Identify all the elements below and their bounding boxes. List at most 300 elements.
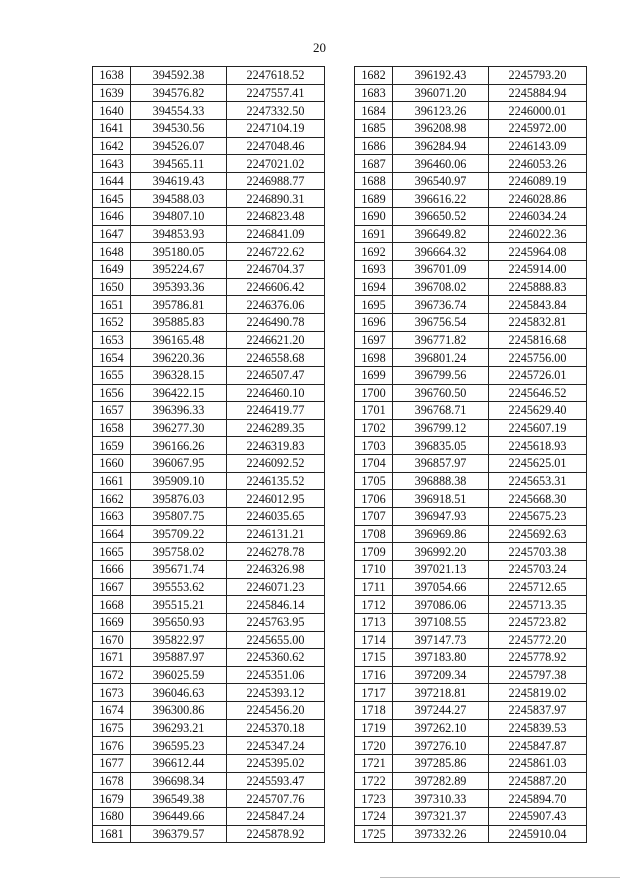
point-number-cell: 1678 [93, 772, 131, 790]
y-coordinate-cell: 2245668.30 [489, 490, 587, 508]
y-coordinate-cell: 2245887.20 [489, 772, 587, 790]
point-number-cell: 1657 [93, 402, 131, 420]
x-coordinate-cell: 396300.86 [131, 702, 227, 720]
table-row [355, 119, 587, 137]
table-row [93, 613, 325, 631]
y-coordinate-cell: 2246722.62 [227, 243, 325, 261]
point-number-cell: 1656 [93, 384, 131, 402]
y-coordinate-cell: 2246278.78 [227, 543, 325, 561]
point-number-cell: 1698 [355, 349, 393, 367]
table-row [93, 666, 325, 684]
x-coordinate-cell: 396277.30 [131, 419, 227, 437]
x-coordinate-cell: 396071.20 [393, 84, 489, 102]
page-number: 20 [313, 40, 326, 55]
table-row [93, 649, 325, 667]
x-coordinate-cell: 396649.82 [393, 225, 489, 243]
y-coordinate-cell: 2247618.52 [227, 67, 325, 85]
point-number-cell: 1677 [93, 754, 131, 772]
table-row [93, 455, 325, 473]
coordinates-table-body-right [355, 67, 587, 843]
point-number-cell: 1680 [93, 807, 131, 825]
point-number-cell: 1692 [355, 243, 393, 261]
point-number-cell: 1715 [355, 649, 393, 667]
point-number-cell: 1723 [355, 790, 393, 808]
point-number-cell: 1649 [93, 261, 131, 279]
y-coordinate-cell: 2246000.01 [489, 102, 587, 120]
y-coordinate-cell: 2246035.65 [227, 508, 325, 526]
point-number-cell: 1661 [93, 472, 131, 490]
table-row [93, 437, 325, 455]
point-number-cell: 1651 [93, 296, 131, 314]
table-row [355, 261, 587, 279]
y-coordinate-cell: 2245778.92 [489, 649, 587, 667]
point-number-cell: 1707 [355, 508, 393, 526]
point-number-cell: 1706 [355, 490, 393, 508]
point-number-cell: 1687 [355, 155, 393, 173]
y-coordinate-cell: 2247332.50 [227, 102, 325, 120]
point-number-cell: 1710 [355, 560, 393, 578]
x-coordinate-cell: 395393.36 [131, 278, 227, 296]
point-number-cell: 1711 [355, 578, 393, 596]
table-row [93, 172, 325, 190]
y-coordinate-cell: 2246890.31 [227, 190, 325, 208]
table-row [93, 490, 325, 508]
point-number-cell: 1699 [355, 366, 393, 384]
y-coordinate-cell: 2246704.37 [227, 261, 325, 279]
table-row [355, 366, 587, 384]
x-coordinate-cell: 396025.59 [131, 666, 227, 684]
y-coordinate-cell: 2245914.00 [489, 261, 587, 279]
x-coordinate-cell: 395553.62 [131, 578, 227, 596]
table-row [355, 702, 587, 720]
x-coordinate-cell: 396835.05 [393, 437, 489, 455]
y-coordinate-cell: 2246621.20 [227, 331, 325, 349]
y-coordinate-cell: 2245703.24 [489, 560, 587, 578]
x-coordinate-cell: 396595.23 [131, 737, 227, 755]
x-coordinate-cell: 395650.93 [131, 613, 227, 631]
table-row [355, 807, 587, 825]
x-coordinate-cell: 396616.22 [393, 190, 489, 208]
x-coordinate-cell: 397183.80 [393, 649, 489, 667]
table-row [355, 208, 587, 226]
table-row [355, 719, 587, 737]
point-number-cell: 1725 [355, 825, 393, 843]
table-row [93, 578, 325, 596]
point-number-cell: 1663 [93, 508, 131, 526]
table-row [93, 825, 325, 843]
table-row [355, 684, 587, 702]
table-row [93, 472, 325, 490]
table-row [93, 155, 325, 173]
x-coordinate-cell: 394853.93 [131, 225, 227, 243]
point-number-cell: 1669 [93, 613, 131, 631]
table-row [93, 137, 325, 155]
x-coordinate-cell: 394530.56 [131, 119, 227, 137]
table-row [355, 825, 587, 843]
point-number-cell: 1648 [93, 243, 131, 261]
x-coordinate-cell: 396612.44 [131, 754, 227, 772]
x-coordinate-cell: 395887.97 [131, 649, 227, 667]
x-coordinate-cell: 394592.38 [131, 67, 227, 85]
y-coordinate-cell: 2246289.35 [227, 419, 325, 437]
point-number-cell: 1709 [355, 543, 393, 561]
y-coordinate-cell: 2245713.35 [489, 596, 587, 614]
point-number-cell: 1689 [355, 190, 393, 208]
y-coordinate-cell: 2245607.19 [489, 419, 587, 437]
point-number-cell: 1721 [355, 754, 393, 772]
y-coordinate-cell: 2245884.94 [489, 84, 587, 102]
point-number-cell: 1665 [93, 543, 131, 561]
x-coordinate-cell: 396768.71 [393, 402, 489, 420]
table-row [355, 172, 587, 190]
point-number-cell: 1668 [93, 596, 131, 614]
x-coordinate-cell: 396166.26 [131, 437, 227, 455]
x-coordinate-cell: 396701.09 [393, 261, 489, 279]
x-coordinate-cell: 396760.50 [393, 384, 489, 402]
table-row [355, 296, 587, 314]
table-row [355, 508, 587, 526]
y-coordinate-cell: 2246034.24 [489, 208, 587, 226]
table-row [355, 543, 587, 561]
x-coordinate-cell: 396736.74 [393, 296, 489, 314]
table-row [93, 119, 325, 137]
point-number-cell: 1640 [93, 102, 131, 120]
table-row [355, 560, 587, 578]
table-row [93, 296, 325, 314]
y-coordinate-cell: 2245370.18 [227, 719, 325, 737]
table-row [355, 596, 587, 614]
x-coordinate-cell: 395515.21 [131, 596, 227, 614]
x-coordinate-cell: 396293.21 [131, 719, 227, 737]
y-coordinate-cell: 2247048.46 [227, 137, 325, 155]
table-row [355, 437, 587, 455]
y-coordinate-cell: 2245964.08 [489, 243, 587, 261]
y-coordinate-cell: 2245675.23 [489, 508, 587, 526]
table-row [93, 331, 325, 349]
x-coordinate-cell: 396284.94 [393, 137, 489, 155]
y-coordinate-cell: 2245894.70 [489, 790, 587, 808]
x-coordinate-cell: 396698.34 [131, 772, 227, 790]
y-coordinate-cell: 2246089.19 [489, 172, 587, 190]
x-coordinate-cell: 397285.86 [393, 754, 489, 772]
x-coordinate-cell: 394619.43 [131, 172, 227, 190]
y-coordinate-cell: 2246823.48 [227, 208, 325, 226]
table-row [355, 155, 587, 173]
x-coordinate-cell: 397262.10 [393, 719, 489, 737]
y-coordinate-cell: 2246135.52 [227, 472, 325, 490]
table-row [93, 684, 325, 702]
x-coordinate-cell: 396799.56 [393, 366, 489, 384]
point-number-cell: 1691 [355, 225, 393, 243]
point-number-cell: 1660 [93, 455, 131, 473]
y-coordinate-cell: 2245763.95 [227, 613, 325, 631]
table-row [355, 490, 587, 508]
point-number-cell: 1696 [355, 313, 393, 331]
table-row [355, 67, 587, 85]
point-number-cell: 1694 [355, 278, 393, 296]
point-number-cell: 1684 [355, 102, 393, 120]
table-row [93, 384, 325, 402]
y-coordinate-cell: 2245797.38 [489, 666, 587, 684]
x-coordinate-cell: 395671.74 [131, 560, 227, 578]
x-coordinate-cell: 396449.66 [131, 807, 227, 825]
y-coordinate-cell: 2245847.24 [227, 807, 325, 825]
x-coordinate-cell: 397108.55 [393, 613, 489, 631]
y-coordinate-cell: 2245846.14 [227, 596, 325, 614]
table-row [93, 807, 325, 825]
x-coordinate-cell: 397276.10 [393, 737, 489, 755]
y-coordinate-cell: 2247557.41 [227, 84, 325, 102]
point-number-cell: 1650 [93, 278, 131, 296]
table-row [355, 419, 587, 437]
x-coordinate-cell: 395709.22 [131, 525, 227, 543]
point-number-cell: 1716 [355, 666, 393, 684]
x-coordinate-cell: 396799.12 [393, 419, 489, 437]
y-coordinate-cell: 2245847.87 [489, 737, 587, 755]
table-row [355, 666, 587, 684]
point-number-cell: 1681 [93, 825, 131, 843]
y-coordinate-cell: 2245772.20 [489, 631, 587, 649]
point-number-cell: 1713 [355, 613, 393, 631]
table-row [93, 349, 325, 367]
y-coordinate-cell: 2246326.98 [227, 560, 325, 578]
y-coordinate-cell: 2246071.23 [227, 578, 325, 596]
point-number-cell: 1724 [355, 807, 393, 825]
table-row [355, 790, 587, 808]
x-coordinate-cell: 397209.34 [393, 666, 489, 684]
y-coordinate-cell: 2246028.86 [489, 190, 587, 208]
table-row [93, 402, 325, 420]
y-coordinate-cell: 2246376.06 [227, 296, 325, 314]
x-coordinate-cell: 395885.83 [131, 313, 227, 331]
point-number-cell: 1658 [93, 419, 131, 437]
point-number-cell: 1641 [93, 119, 131, 137]
table-row [355, 84, 587, 102]
x-coordinate-cell: 395758.02 [131, 543, 227, 561]
x-coordinate-cell: 396756.54 [393, 313, 489, 331]
table-row [355, 243, 587, 261]
x-coordinate-cell: 395180.05 [131, 243, 227, 261]
y-coordinate-cell: 2246419.77 [227, 402, 325, 420]
x-coordinate-cell: 395224.67 [131, 261, 227, 279]
x-coordinate-cell: 394554.33 [131, 102, 227, 120]
x-coordinate-cell: 396379.57 [131, 825, 227, 843]
y-coordinate-cell: 2247104.19 [227, 119, 325, 137]
table-row [355, 737, 587, 755]
y-coordinate-cell: 2246053.26 [489, 155, 587, 173]
coordinates-table-left [92, 66, 325, 843]
x-coordinate-cell: 396771.82 [393, 331, 489, 349]
y-coordinate-cell: 2245456.20 [227, 702, 325, 720]
table-row [93, 366, 325, 384]
x-coordinate-cell: 397021.13 [393, 560, 489, 578]
x-coordinate-cell: 394588.03 [131, 190, 227, 208]
x-coordinate-cell: 396969.86 [393, 525, 489, 543]
point-number-cell: 1638 [93, 67, 131, 85]
x-coordinate-cell: 396918.51 [393, 490, 489, 508]
table-row [93, 208, 325, 226]
point-number-cell: 1643 [93, 155, 131, 173]
y-coordinate-cell: 2246490.78 [227, 313, 325, 331]
x-coordinate-cell: 397086.06 [393, 596, 489, 614]
x-coordinate-cell: 394807.10 [131, 208, 227, 226]
x-coordinate-cell: 394565.11 [131, 155, 227, 173]
point-number-cell: 1653 [93, 331, 131, 349]
y-coordinate-cell: 2246606.42 [227, 278, 325, 296]
y-coordinate-cell: 2245793.20 [489, 67, 587, 85]
point-number-cell: 1676 [93, 737, 131, 755]
y-coordinate-cell: 2245703.38 [489, 543, 587, 561]
point-number-cell: 1722 [355, 772, 393, 790]
y-coordinate-cell: 2245843.84 [489, 296, 587, 314]
point-number-cell: 1718 [355, 702, 393, 720]
y-coordinate-cell: 2245726.01 [489, 366, 587, 384]
y-coordinate-cell: 2245756.00 [489, 349, 587, 367]
table-row [355, 772, 587, 790]
x-coordinate-cell: 396650.52 [393, 208, 489, 226]
coordinates-table-body-left [93, 67, 325, 843]
y-coordinate-cell: 2245653.31 [489, 472, 587, 490]
y-coordinate-cell: 2245972.00 [489, 119, 587, 137]
point-number-cell: 1673 [93, 684, 131, 702]
table-row [355, 190, 587, 208]
table-row [93, 772, 325, 790]
point-number-cell: 1688 [355, 172, 393, 190]
x-coordinate-cell: 396123.26 [393, 102, 489, 120]
point-number-cell: 1682 [355, 67, 393, 85]
point-number-cell: 1683 [355, 84, 393, 102]
table-row [93, 543, 325, 561]
point-number-cell: 1670 [93, 631, 131, 649]
x-coordinate-cell: 396220.36 [131, 349, 227, 367]
x-coordinate-cell: 397054.66 [393, 578, 489, 596]
table-row [93, 243, 325, 261]
point-number-cell: 1662 [93, 490, 131, 508]
x-coordinate-cell: 396888.38 [393, 472, 489, 490]
x-coordinate-cell: 396801.24 [393, 349, 489, 367]
x-coordinate-cell: 396165.48 [131, 331, 227, 349]
table-row [355, 455, 587, 473]
x-coordinate-cell: 396208.98 [393, 119, 489, 137]
point-number-cell: 1717 [355, 684, 393, 702]
point-number-cell: 1695 [355, 296, 393, 314]
table-row [93, 67, 325, 85]
table-row [355, 331, 587, 349]
y-coordinate-cell: 2245655.00 [227, 631, 325, 649]
x-coordinate-cell: 397332.26 [393, 825, 489, 843]
x-coordinate-cell: 396947.93 [393, 508, 489, 526]
point-number-cell: 1712 [355, 596, 393, 614]
table-row [355, 613, 587, 631]
point-number-cell: 1720 [355, 737, 393, 755]
y-coordinate-cell: 2245625.01 [489, 455, 587, 473]
table-row [93, 508, 325, 526]
table-row [355, 137, 587, 155]
y-coordinate-cell: 2245395.02 [227, 754, 325, 772]
table-row [93, 261, 325, 279]
x-coordinate-cell: 396067.95 [131, 455, 227, 473]
table-row [93, 737, 325, 755]
table-row [355, 472, 587, 490]
x-coordinate-cell: 394576.82 [131, 84, 227, 102]
y-coordinate-cell: 2245816.68 [489, 331, 587, 349]
point-number-cell: 1705 [355, 472, 393, 490]
point-number-cell: 1644 [93, 172, 131, 190]
point-number-cell: 1675 [93, 719, 131, 737]
x-coordinate-cell: 396540.97 [393, 172, 489, 190]
y-coordinate-cell: 2246988.77 [227, 172, 325, 190]
table-row [355, 102, 587, 120]
table-row [93, 790, 325, 808]
table-row [93, 596, 325, 614]
x-coordinate-cell: 396422.15 [131, 384, 227, 402]
point-number-cell: 1645 [93, 190, 131, 208]
point-number-cell: 1679 [93, 790, 131, 808]
y-coordinate-cell: 2247021.02 [227, 155, 325, 173]
point-number-cell: 1719 [355, 719, 393, 737]
x-coordinate-cell: 396857.97 [393, 455, 489, 473]
x-coordinate-cell: 396192.43 [393, 67, 489, 85]
point-number-cell: 1652 [93, 313, 131, 331]
point-number-cell: 1690 [355, 208, 393, 226]
x-coordinate-cell: 394526.07 [131, 137, 227, 155]
footer-divider [380, 877, 620, 878]
table-row [355, 384, 587, 402]
point-number-cell: 1646 [93, 208, 131, 226]
x-coordinate-cell: 396328.15 [131, 366, 227, 384]
point-number-cell: 1714 [355, 631, 393, 649]
y-coordinate-cell: 2245393.12 [227, 684, 325, 702]
point-number-cell: 1686 [355, 137, 393, 155]
x-coordinate-cell: 395876.03 [131, 490, 227, 508]
point-number-cell: 1655 [93, 366, 131, 384]
point-number-cell: 1672 [93, 666, 131, 684]
point-number-cell: 1704 [355, 455, 393, 473]
point-number-cell: 1647 [93, 225, 131, 243]
y-coordinate-cell: 2246092.52 [227, 455, 325, 473]
x-coordinate-cell: 397282.89 [393, 772, 489, 790]
y-coordinate-cell: 2245832.81 [489, 313, 587, 331]
table-row [93, 102, 325, 120]
y-coordinate-cell: 2246143.09 [489, 137, 587, 155]
x-coordinate-cell: 397244.27 [393, 702, 489, 720]
point-number-cell: 1639 [93, 84, 131, 102]
y-coordinate-cell: 2245888.83 [489, 278, 587, 296]
point-number-cell: 1701 [355, 402, 393, 420]
y-coordinate-cell: 2246558.68 [227, 349, 325, 367]
x-coordinate-cell: 396046.63 [131, 684, 227, 702]
x-coordinate-cell: 396664.32 [393, 243, 489, 261]
y-coordinate-cell: 2245646.52 [489, 384, 587, 402]
y-coordinate-cell: 2246012.95 [227, 490, 325, 508]
x-coordinate-cell: 397218.81 [393, 684, 489, 702]
y-coordinate-cell: 2246507.47 [227, 366, 325, 384]
table-row [93, 719, 325, 737]
y-coordinate-cell: 2245910.04 [489, 825, 587, 843]
point-number-cell: 1693 [355, 261, 393, 279]
table-row [355, 349, 587, 367]
y-coordinate-cell: 2245707.76 [227, 790, 325, 808]
x-coordinate-cell: 395909.10 [131, 472, 227, 490]
point-number-cell: 1642 [93, 137, 131, 155]
point-number-cell: 1674 [93, 702, 131, 720]
table-row [355, 278, 587, 296]
table-row [93, 419, 325, 437]
x-coordinate-cell: 396992.20 [393, 543, 489, 561]
y-coordinate-cell: 2245819.02 [489, 684, 587, 702]
y-coordinate-cell: 2246841.09 [227, 225, 325, 243]
table-row [93, 631, 325, 649]
